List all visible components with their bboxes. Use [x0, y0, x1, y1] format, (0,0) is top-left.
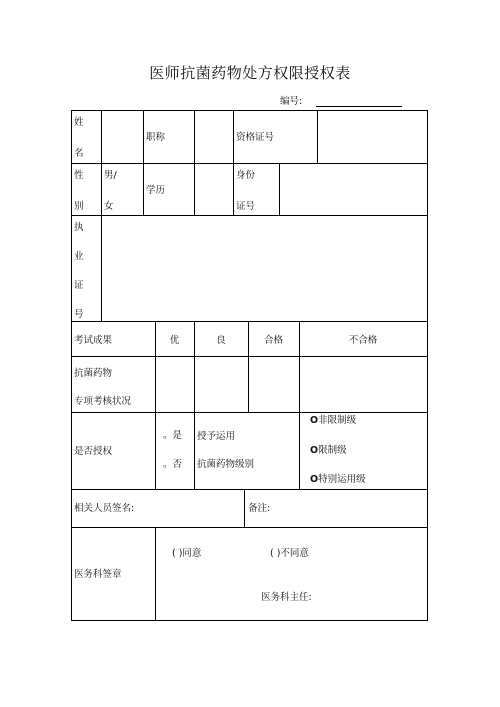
- row-divider: [71, 321, 428, 322]
- col-divider: [233, 163, 234, 215]
- title-label: 职称: [146, 132, 166, 143]
- gender-option-male[interactable]: 男/: [104, 170, 117, 181]
- cert-label: 资格证号: [236, 132, 275, 143]
- disagree-option[interactable]: ( )不同意: [270, 548, 309, 559]
- level-special-label: 特别运用级: [318, 474, 366, 485]
- edu-input[interactable]: [195, 164, 233, 215]
- special-label-line2: 专项考核状况: [74, 396, 132, 407]
- license-label-char1: 执: [74, 222, 84, 233]
- serial-label: 编号:: [280, 96, 303, 107]
- auth-option-no-label: 否: [172, 459, 183, 470]
- special-cell-fail[interactable]: [300, 357, 427, 412]
- col-divider: [244, 489, 245, 527]
- special-cell-good[interactable]: [195, 357, 248, 412]
- note-label: 备注:: [248, 503, 271, 514]
- license-label-char2: 业: [74, 251, 84, 262]
- circle-icon: O: [310, 415, 319, 426]
- auth-option-yes-label: 是: [172, 430, 183, 441]
- related-sign-input[interactable]: [140, 490, 243, 527]
- gender-option-female[interactable]: 女: [104, 201, 114, 212]
- col-divider: [194, 412, 195, 489]
- exam-option-good[interactable]: 良: [216, 335, 226, 346]
- license-input[interactable]: [102, 216, 427, 321]
- col-divider: [233, 110, 234, 163]
- bullet-icon: 。: [163, 430, 173, 441]
- license-label-char4: 号: [74, 309, 84, 320]
- id-input[interactable]: [280, 164, 427, 215]
- level-option-restricted[interactable]: [310, 445, 347, 456]
- auth-option-no[interactable]: [163, 459, 182, 470]
- table-border-right: [427, 110, 428, 621]
- exam-label: 考试成果: [74, 335, 113, 346]
- edu-label: 学历: [146, 185, 166, 196]
- exam-option-fail[interactable]: 不合格: [348, 335, 378, 346]
- auth-option-yes[interactable]: [163, 430, 182, 441]
- row-divider: [71, 527, 428, 528]
- col-divider: [155, 527, 156, 620]
- table-border-left: [71, 110, 72, 621]
- level-unrestricted-label: 非限制级: [318, 415, 357, 426]
- name-input[interactable]: [102, 111, 143, 163]
- circle-icon: O: [310, 474, 319, 485]
- table-border-bottom: [71, 620, 428, 621]
- title-input[interactable]: [195, 111, 233, 163]
- cert-input[interactable]: [318, 111, 427, 163]
- grant-label-line2: 抗菌药物级别: [197, 459, 255, 470]
- circle-icon: O: [310, 445, 319, 456]
- exam-option-pass[interactable]: 合格: [263, 335, 283, 346]
- col-divider: [101, 163, 102, 215]
- id-label-line1: 身份: [236, 170, 256, 181]
- gender-label-char1: 性: [74, 170, 84, 181]
- level-restricted-label: 限制级: [318, 445, 347, 456]
- director-sign-input[interactable]: [320, 586, 420, 606]
- note-input[interactable]: [275, 490, 427, 527]
- medical-stamp-label: 医务科签章: [74, 569, 122, 580]
- name-label-char2: 名: [74, 148, 84, 159]
- license-label-char3: 证: [74, 280, 84, 291]
- bullet-icon: 。: [163, 459, 173, 470]
- special-cell-pass[interactable]: [249, 357, 299, 412]
- id-label-line2: 证号: [236, 201, 256, 212]
- exam-option-excellent[interactable]: 优: [169, 335, 180, 346]
- related-sign-label: 相关人员签名:: [74, 503, 135, 514]
- serial-input[interactable]: [316, 106, 402, 107]
- special-cell-excellent[interactable]: [156, 357, 194, 412]
- page-title: 医师抗菌药物处方权限授权表: [149, 64, 351, 82]
- col-divider: [155, 412, 156, 489]
- agree-option[interactable]: ( )同意: [172, 548, 202, 559]
- row-divider: [71, 412, 428, 413]
- col-divider: [143, 110, 144, 163]
- special-label-line1: 抗菌药物: [74, 368, 113, 379]
- name-label-char1: 姓: [74, 117, 84, 128]
- grant-label-line1: 授予运用: [197, 431, 236, 442]
- col-divider: [143, 163, 144, 215]
- director-sign-label: 医务科主任:: [261, 592, 312, 603]
- col-divider: [299, 412, 300, 489]
- auth-label: 是否授权: [74, 446, 113, 457]
- level-option-special[interactable]: [310, 474, 366, 485]
- level-option-unrestricted[interactable]: [310, 415, 356, 426]
- gender-label-char2: 别: [74, 201, 84, 212]
